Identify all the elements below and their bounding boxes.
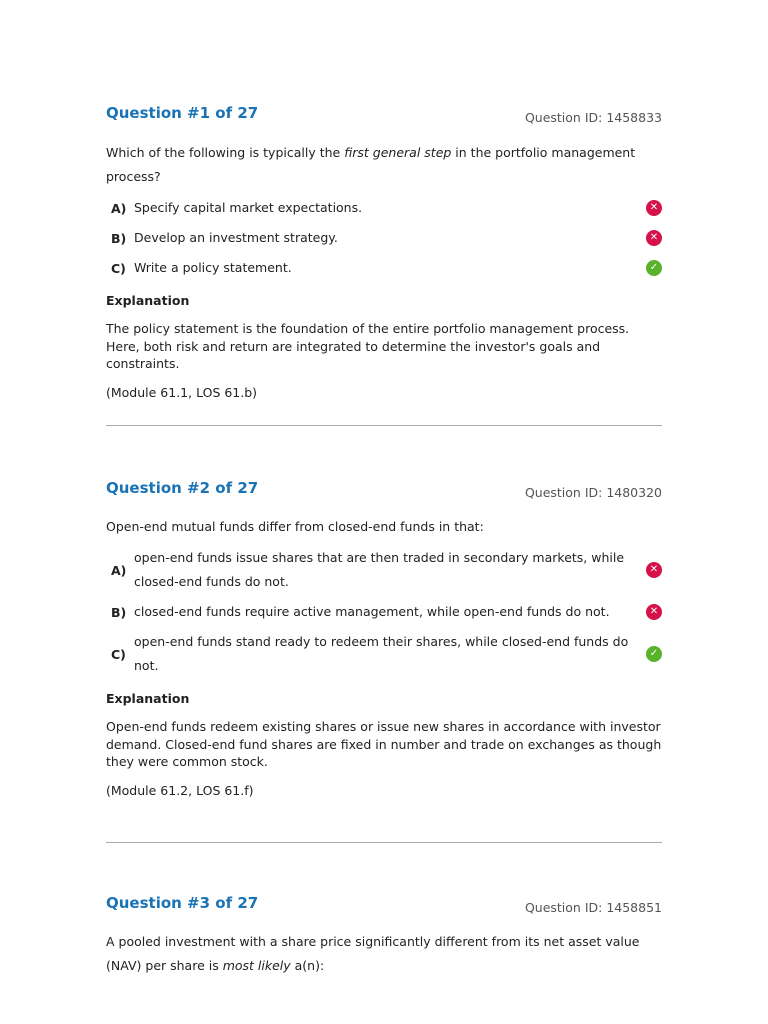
answer-option-a[interactable] [106, 543, 662, 597]
stem-text: Open-end mutual funds differ from closed-end funds in that: [106, 519, 484, 534]
stem-emphasis: first general step [344, 145, 452, 160]
question-stem [106, 141, 662, 189]
explanation-heading: Explanation [106, 293, 190, 308]
x-circle-icon: ✕ [646, 604, 662, 620]
check-circle-icon: ✓ [646, 646, 662, 662]
check-circle-icon: ✓ [646, 260, 662, 276]
question-id: Question ID: 1480320 [524, 485, 662, 500]
answer-option-b[interactable] [106, 597, 662, 627]
question-stem [106, 930, 662, 978]
option-text: Develop an investment strategy. [134, 230, 338, 245]
stem-text-end: in the portfolio management process? [106, 145, 636, 184]
stem-text: A pooled investment with a share price significantly different from its net asset value (NAV) per share is [106, 934, 640, 973]
x-circle-icon: ✕ [646, 562, 662, 578]
explanation-heading: Explanation [106, 691, 190, 706]
stem-text: Which of the following is typically the [106, 145, 345, 160]
question-header [106, 894, 662, 918]
answer-option-a[interactable] [106, 193, 662, 223]
answer-option-b[interactable] [106, 223, 662, 253]
answer-option-c[interactable] [106, 627, 662, 681]
option-text: closed-end funds require active management, while open-end funds do not. [134, 604, 610, 619]
question-header [106, 479, 662, 503]
explanation-text: The policy statement is the foundation of the entire portfolio management process. Here, both risk and return are integrated to determine the investor's goals and constraints. [106, 321, 630, 371]
question-stem [106, 515, 662, 539]
question-title: Question #1 of 27 [106, 104, 259, 122]
question-id: Question ID: 1458851 [524, 900, 662, 915]
answer-options [106, 193, 662, 283]
reference-text: (Module 61.2, LOS 61.f) [106, 782, 254, 798]
option-letter: B) [111, 230, 127, 246]
answer-option-c[interactable] [106, 253, 662, 283]
stem-emphasis: most likely [222, 958, 291, 973]
option-letter: A) [111, 562, 127, 578]
x-circle-icon: ✕ [646, 230, 662, 246]
reference-text: (Module 61.1, LOS 61.b) [106, 384, 258, 400]
question-header [106, 104, 662, 128]
divider [106, 425, 662, 426]
option-letter: A) [111, 200, 127, 216]
explanation-text: Open-end funds redeem existing shares or issue new shares in accordance with investor demand. Closed-end fund shares are fixed in number and trade on exchanges as though they were common stock. [106, 719, 662, 769]
option-text: Specify capital market expectations. [134, 200, 363, 215]
question-id: Question ID: 1458833 [524, 110, 662, 125]
question-title: Question #2 of 27 [106, 479, 259, 497]
option-letter: B) [111, 604, 127, 620]
question-title: Question #3 of 27 [106, 894, 259, 912]
stem-text-end: a(n): [290, 958, 325, 973]
divider [106, 842, 662, 843]
question-3 [106, 894, 662, 978]
option-text: open-end funds stand ready to redeem their shares, while closed-end funds do not. [134, 634, 629, 673]
question-2 [106, 479, 662, 798]
option-text: open-end funds issue shares that are then traded in secondary markets, while closed-end funds do not. [134, 550, 625, 589]
x-circle-icon: ✕ [646, 200, 662, 216]
answer-options [106, 543, 662, 681]
option-letter: C) [111, 646, 126, 662]
question-1 [106, 104, 662, 400]
option-text: Write a policy statement. [134, 260, 292, 275]
option-letter: C) [111, 260, 126, 276]
